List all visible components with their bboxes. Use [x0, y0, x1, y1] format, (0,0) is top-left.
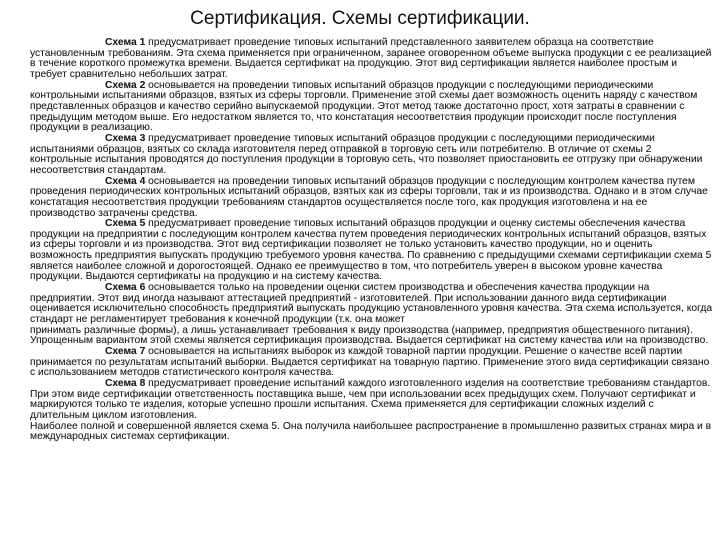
- paragraph-text: принимать различные формы), а лишь устанавливает требования к виду производства (например, предприятия общественного питания). Упрощенным вариантом этой схемы является сертификация производства. Выдается сертификат на систему качества или на производство.: [30, 324, 709, 347]
- schema-label: Схема 6: [105, 282, 146, 294]
- paragraph-schema-2: [30, 81, 714, 134]
- paragraph-text: основывается на испытаниях выборок из каждой товарной партии продукции. Решение о качестве всей партии принимается по результатам испытаний выборки. Выдается сертификат на товарную партию. Применение этого вида сертификации связано с использованием методов статистического контроля качества.: [30, 346, 710, 379]
- schema-label: Схема 3: [105, 132, 146, 144]
- schema-label: Схема 1: [105, 37, 146, 48]
- paragraph-text: предусматривает проведение типовых испытаний образцов продукции и оценку системы обеспечения качества продукции на предприятии с последующим контролем качества путем проведения периодических контрольных испытаний образцов, взятых из сферы торговли и из производства. Этот вид сертификации позволяет не только установить качество продукции, но и оценить возможность предприятия выпускать продукцию требуемого уровня качества. По сравнению с предыдущими схемами сертификации схема 5 является наиболее сложной и дорогостоящей. Однако ее преимущество в том, что потребитель уверен в высоком уровне качества продукции. Выдаются сертификаты на продукцию и на систему качества.: [30, 218, 712, 283]
- schema-label: Схема 5: [105, 218, 146, 230]
- paragraph-schema-3: [30, 134, 714, 177]
- paragraph-schema-6-continued: [30, 326, 714, 347]
- slide-body: [30, 38, 714, 443]
- paragraph-schema-8: [30, 379, 714, 422]
- schema-label: Схема 2: [105, 79, 146, 91]
- slide-title: Сертификация. Схемы сертификации.: [190, 8, 530, 29]
- paragraph-text: предусматривает проведение типовых испытаний образцов продукции с последующими периодическими испытаниями образцов, взятых со склада изготовителя перед отправкой в торговую сеть или потребителю. В отличие от схемы 2 контрольные испытания проводятся до поступления продукции в торговую сеть, что позволяет приостановить ее отгрузку при обнаружении несоответствия стандартам.: [30, 132, 703, 176]
- paragraph-schema-4: [30, 177, 714, 220]
- paragraph-schema-6: [30, 283, 714, 326]
- paragraph-schema-1: [30, 38, 714, 81]
- paragraph-schema-7: [30, 347, 714, 379]
- paragraph-conclusion: [30, 422, 714, 443]
- paragraph-text: предусматривает проведение испытаний каждого изготовленного изделия на соответствие требованиям стандартов. При этом виде сертификации ответственность поставщика выше, чем при использовании всех предыдущих схем. Получают сертификат и маркируются только те изделия, которые успешно прошли испытания. Схема применяется для сертификации сложных изделий с длительным циклом изготовления.: [30, 378, 711, 421]
- schema-label: Схема 7: [105, 346, 146, 358]
- paragraph-text: основывается только на проведении оценки систем производства и обеспечения качества продукции на предприятии. Этот вид иногда называют аттестацией предприятий - изготовителей. При использовании данного вида сертификации оценивается исключительно способность предприятий выпускать продукцию установленного уровня качества. Эта схема используется, когда стандарт не регламентирует требования к конечной продукции (т.к. она может: [30, 282, 713, 326]
- paragraph-text: предусматривает проведение типовых испытаний представленного заявителем образца на соответствие установленным требованиям. Эта схема применяется при ограниченном, заранее оговоренном объеме выпуска продукции с ее реализацией в течение короткого промежутка времени. Выдается сертификат на продукцию. Этот вид сертификации является наиболее простым и требует сравнительно небольших затрат.: [30, 37, 712, 80]
- paragraph-text: основывается на проведении типовых испытаний образцов продукции с последующим контролем качества путем проведения периодических контрольных испытаний образцов, взятых как из сферы торговли, так и из производства. Однако и в этом случае констатация несоответствия продукции требованиям стандартов осуществляется после того, как продукция изготовлена и на ее производство затрачены средства.: [30, 175, 708, 219]
- schema-label: Схема 8: [105, 378, 146, 389]
- paragraph-text: Наиболее полной и совершенной является схема 5. Она получила наибольшее распространение в промышленно развитых странах мира и в международных системах сертификации.: [30, 420, 712, 443]
- paragraph-schema-5: [30, 219, 714, 283]
- paragraph-text: основывается на проведении типовых испытаний образцов продукции с последующими периодическими контрольными испытаниями образцов, взятых из сферы торговли. Применение этой схемы дает возможность оценить наряду с качеством представленных образцов и качество серийно выпускаемой продукции. Этот метод также достаточно прост, хотя затраты в сравнении с предыдущим методом выше. Его недостатком является то, что констатация несоответствия продукции происходит после поступления продукции в реализацию.: [30, 79, 698, 134]
- schema-label: Схема 4: [105, 175, 146, 187]
